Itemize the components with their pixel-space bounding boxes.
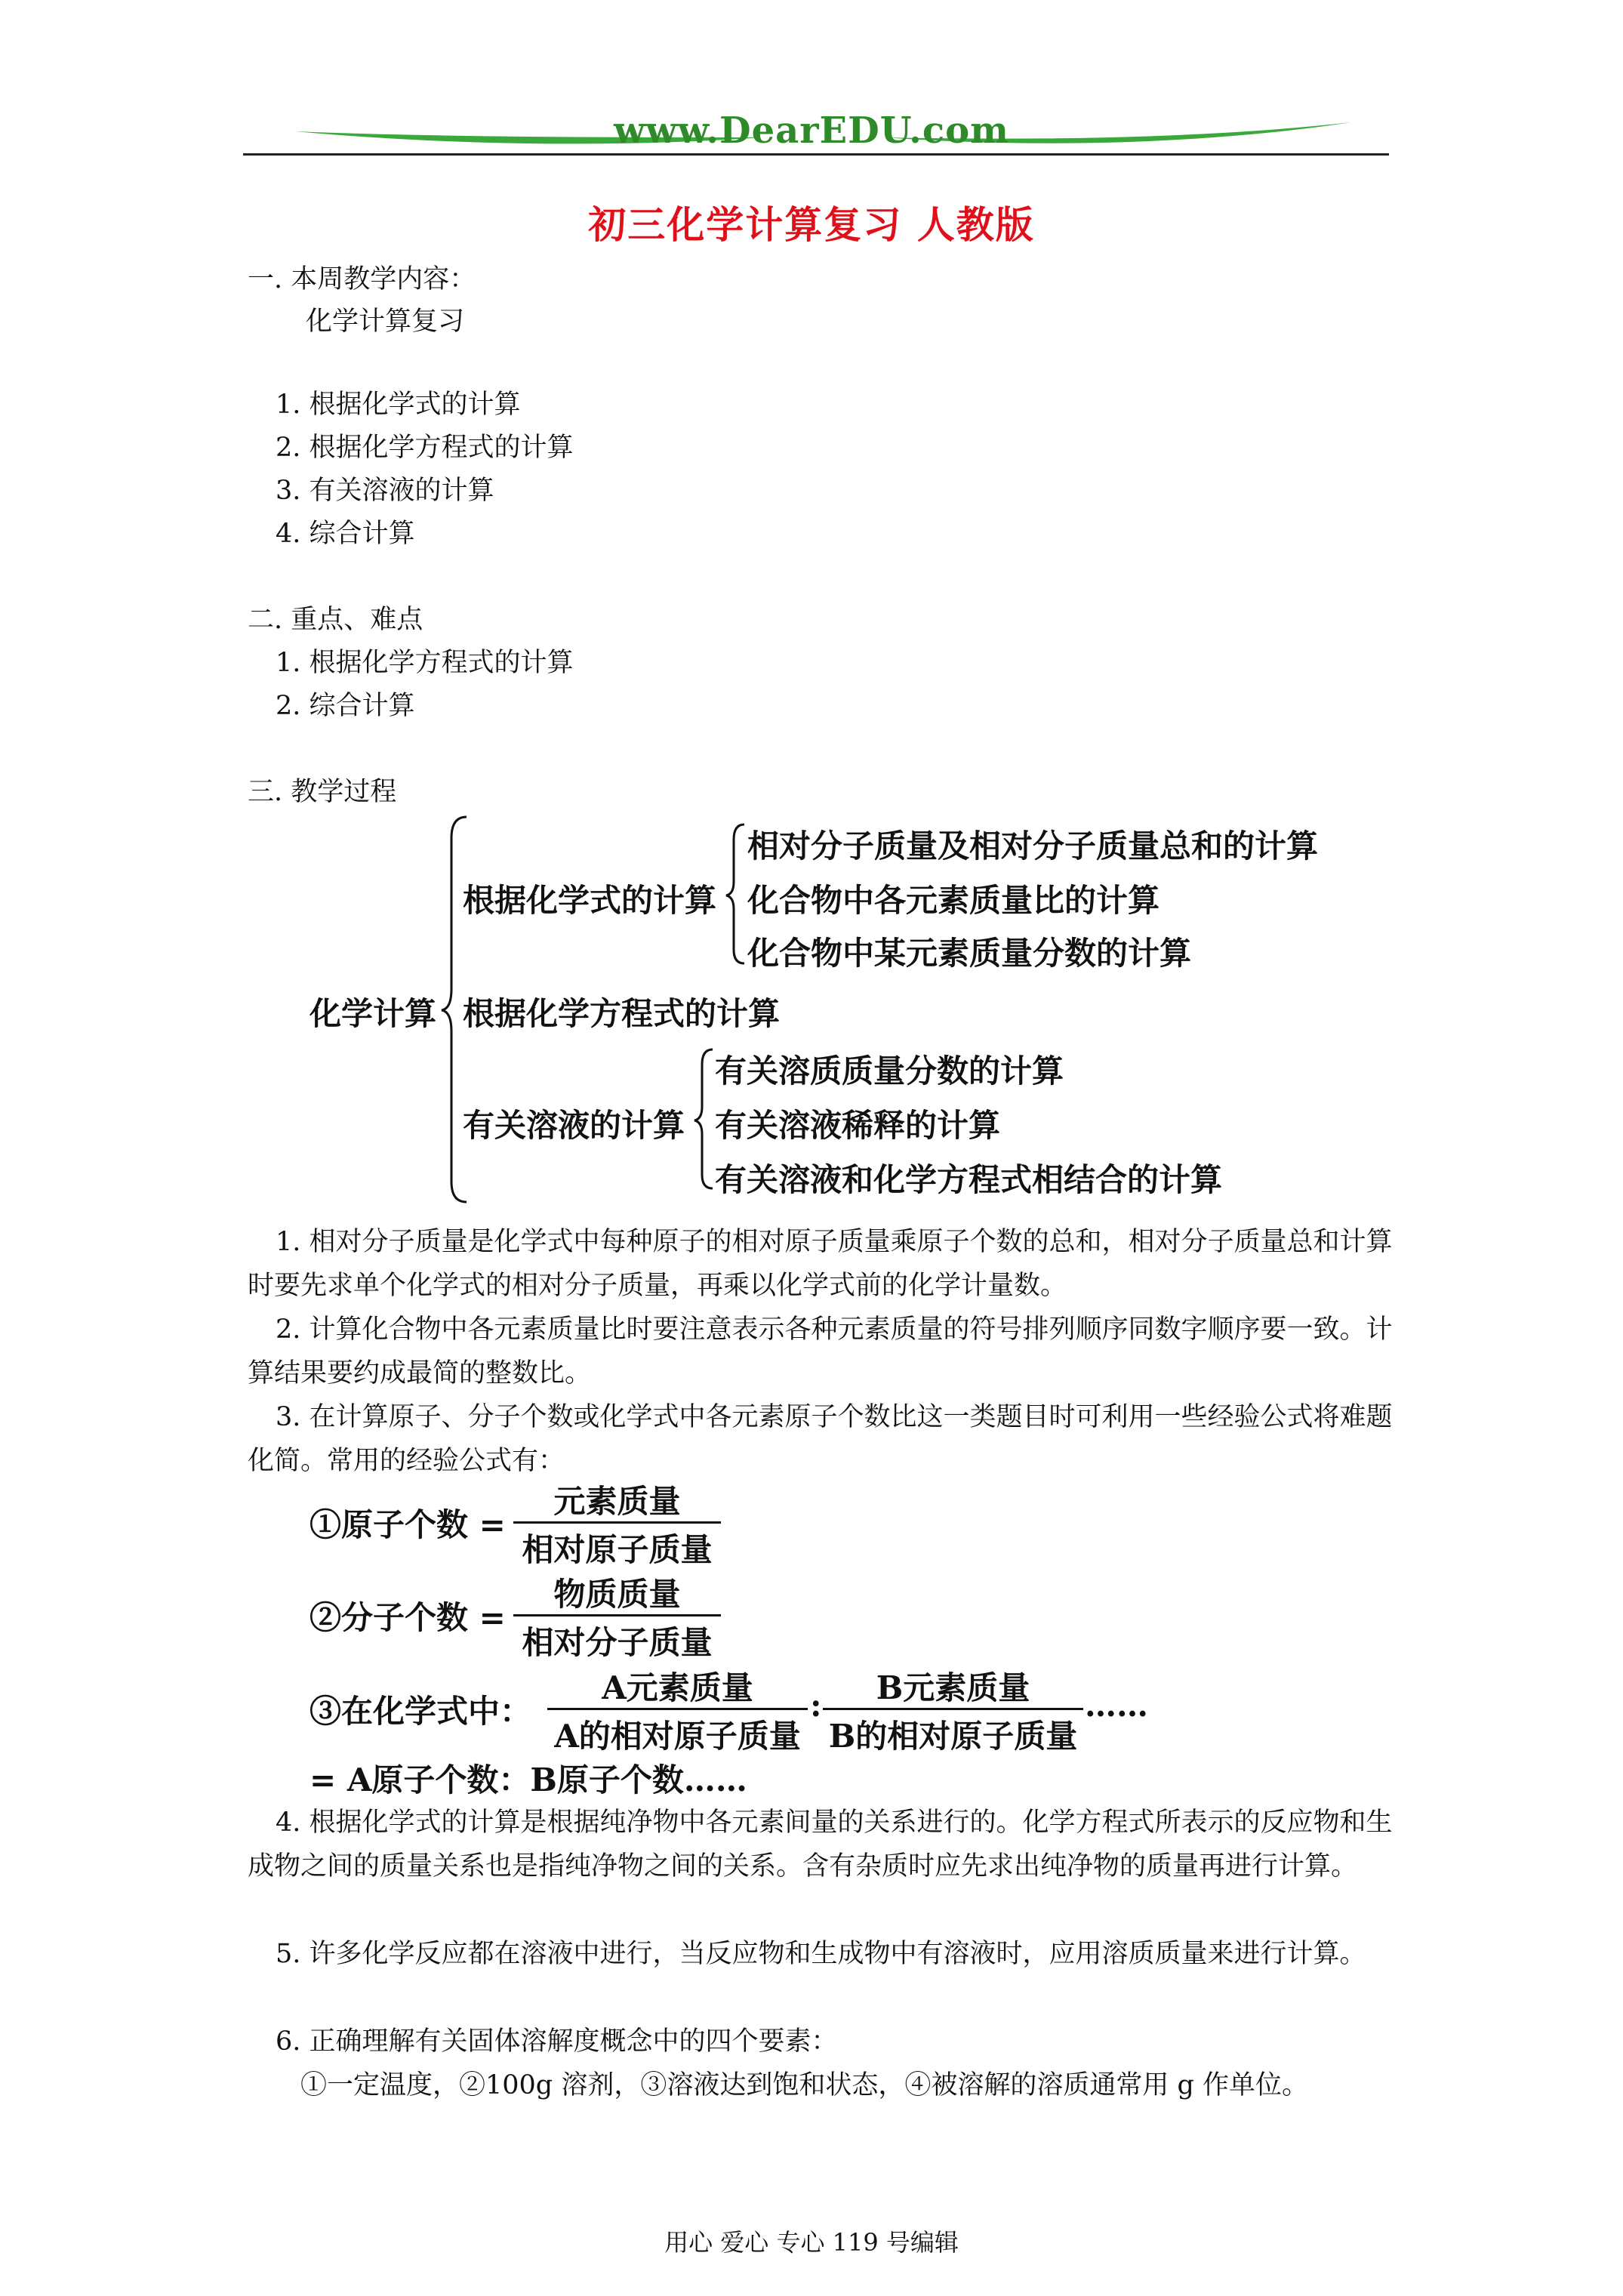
formula3-denominator-b: B的相对原子质量: [828, 1718, 1078, 1755]
tree-branch1-label: 根据化学式的计算: [463, 882, 717, 919]
formula3-lhs: ③在化学式中：: [310, 1693, 532, 1730]
paragraph-1: 1. 相对分子质量是化学式中每种原子的相对原子质量乘原子个数的总和，相对分子质量总和计算时要先求单个化学式的相对分子质量，再乘以化学式前的化学计量数。: [248, 1227, 1393, 1301]
tree-branch1-leaf-2: 化合物中各元素质量比的计算: [747, 882, 1160, 919]
paragraph-6-detail: ①一定温度，②100g 溶剂，③溶液达到饱和状态，④被溶解的溶质通常用 g 作单位。: [300, 2070, 1308, 2100]
tree-branch3-leaf-3: 有关溶液和化学方程式相结合的计算: [715, 1161, 1223, 1198]
section2-item-1: 1. 根据化学方程式的计算: [276, 648, 574, 678]
formula1-denominator: 相对原子质量: [522, 1531, 713, 1568]
tree-branch3-leaf-1: 有关溶质质量分数的计算: [715, 1052, 1064, 1089]
formula2-numerator: 物质质量: [553, 1576, 681, 1613]
tree-branch2-label: 根据化学方程式的计算: [463, 995, 781, 1032]
formula3-colon: :: [810, 1687, 822, 1724]
formula1-fraction-bar: [513, 1521, 721, 1524]
tree-branch1-leaf-1: 相对分子质量及相对分子质量总和的计算: [747, 827, 1319, 864]
paragraph-3: 3. 在计算原子、分子个数或化学式中各元素原子个数比这一类题目时可利用一些经验公式将难题化简。常用的经验公式有：: [248, 1402, 1393, 1476]
section2-heading: 二. 重点、难点: [248, 605, 423, 635]
formula3-ellipsis: ……: [1085, 1687, 1148, 1724]
branch3-brace: [694, 1049, 713, 1188]
section1-item-2: 2. 根据化学方程式的计算: [276, 433, 574, 463]
section2-item-2: 2. 综合计算: [276, 691, 415, 721]
formula3-denominator-a: A的相对原子质量: [554, 1718, 801, 1755]
formula1-numerator: 元素质量: [553, 1483, 681, 1520]
formula3-numerator-b: B元素质量: [876, 1669, 1030, 1706]
header-rule: [243, 153, 1389, 156]
formula3-numerator-a: A元素质量: [602, 1669, 753, 1706]
section1-item-1: 1. 根据化学式的计算: [276, 390, 521, 420]
paragraph-2: 2. 计算化合物中各元素质量比时要注意表示各种元素质量的符号排列顺序同数字顺序要一致。计算结果要约成最简的整数比。: [248, 1314, 1393, 1388]
paragraph-4: 4. 根据化学式的计算是根据纯净物中各元素间量的关系进行的。化学方程式所表示的反应物和生成物之间的质量关系也是指纯净物之间的关系。含有杂质时应先求出纯净物的质量再进行计算。: [248, 1808, 1393, 1881]
section1-item-3: 3. 有关溶液的计算: [276, 476, 494, 506]
section3-heading: 三. 教学过程: [248, 777, 397, 807]
formula3-fraction-bar-a: [547, 1708, 808, 1710]
page-title: 初三化学计算复习 人教版: [588, 202, 1035, 247]
section1-item-4: 4. 综合计算: [276, 519, 415, 549]
tree-branch1-leaf-3: 化合物中某元素质量分数的计算: [747, 935, 1192, 972]
formula1-lhs: ①原子个数 =: [310, 1506, 506, 1543]
section1-subheading: 化学计算复习: [306, 307, 465, 337]
header-logo-text[interactable]: www.DearEDU.com: [614, 109, 1009, 152]
page-footer: 用心 爱心 专心 119 号编辑: [664, 2228, 959, 2257]
tree-branch3-label: 有关溶液的计算: [463, 1107, 685, 1144]
branch1-brace: [726, 824, 744, 963]
formula2-lhs: ②分子个数 =: [310, 1599, 506, 1636]
formula3-fraction-bar-b: [823, 1708, 1083, 1710]
paragraph-5: 5. 许多化学反应都在溶液中进行，当反应物和生成物中有溶液时，应用溶质质量来进行计算。: [276, 1939, 1366, 1969]
section1-heading: 一. 本周教学内容：: [248, 264, 476, 294]
formula2-fraction-bar: [513, 1614, 721, 1616]
tree-branch3-leaf-2: 有关溶液稀释的计算: [715, 1107, 1001, 1144]
tree-root: 化学计算: [310, 995, 437, 1032]
formula2-denominator: 相对分子质量: [522, 1624, 713, 1661]
formula3-result: = A原子个数：B原子个数……: [310, 1761, 747, 1798]
paragraph-6: 6. 正确理解有关固体溶解度概念中的四个要素：: [276, 2026, 838, 2057]
